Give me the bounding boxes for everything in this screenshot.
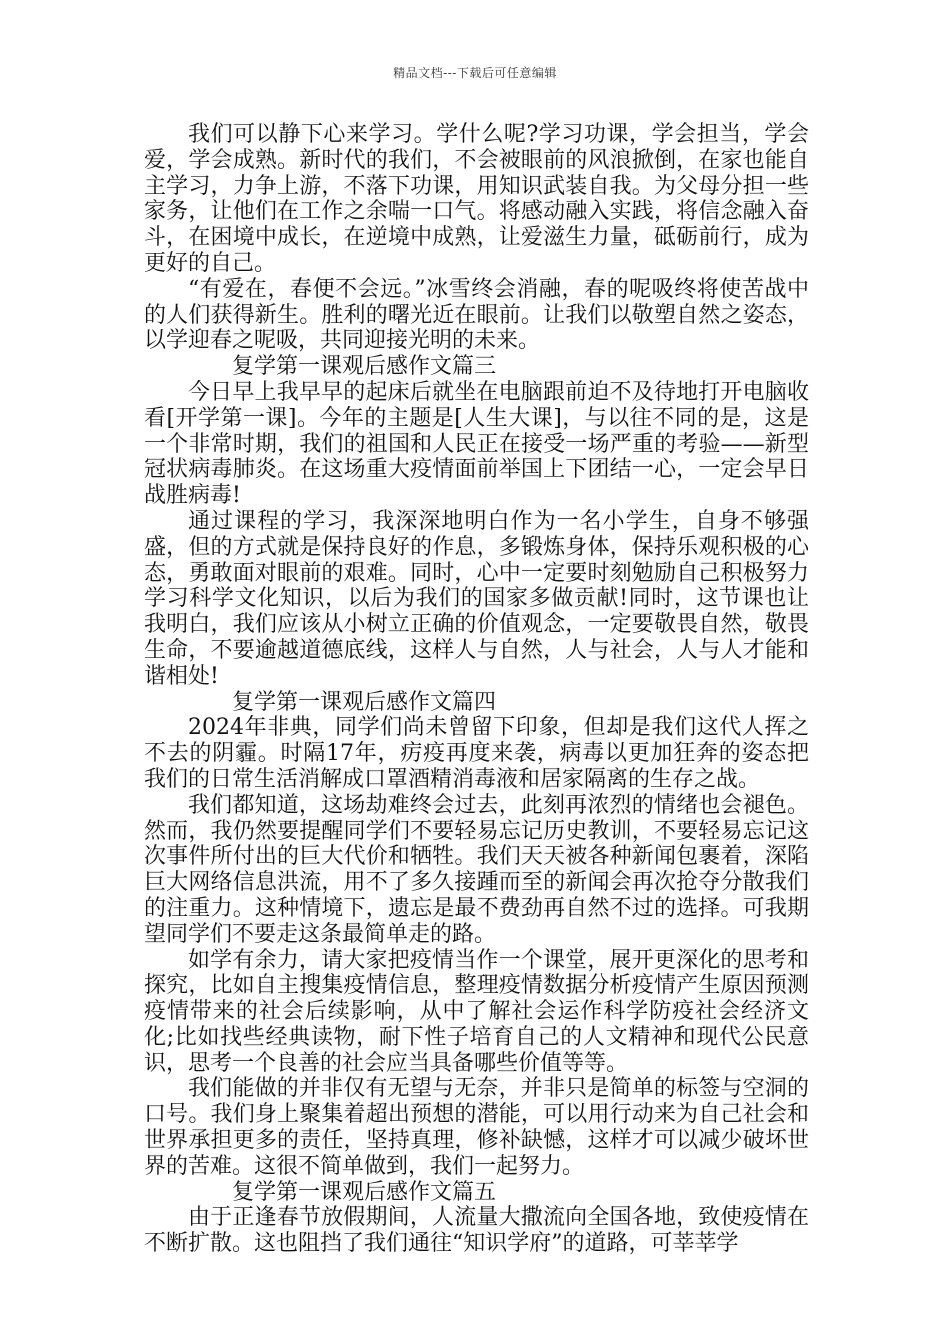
paragraph: 由于正逢春节放假期间，人流量大撒流向全国各地，致使疫情在不断扩散。这也阻挡了我们通往“知识学府”的道路，可莘莘学	[144, 1205, 809, 1257]
document-body	[144, 122, 809, 1257]
paragraph: “有爱在，春便不会远。”冰雪终会消融，春的呢吸终将使苦战中的人们获得新生。胜利的曙光近在眼前。让我们以敬塑自然之姿态，以学迎春之呢吸，共同迎接光明的未来。	[144, 276, 809, 354]
paragraph: 通过课程的学习，我深深地明白作为一名小学生，自身不够强盛，但的方式就是保持良好的作息，多锻炼身体，保持乐观积极的心态，勇敢面对眼前的艰难。同时，心中一定要时刻勉励自己积极努力学习科学文化知识，以后为我们的国家多做贡献!同时，这节课也让我明白，我们应该从小树立正确的价值观念，一定要敬畏自然，敬畏生命，不要逾越道德底线，这样人与自然，人与社会，人与人才能和谐相处!	[144, 508, 809, 689]
paragraph: 我们都知道，这场劫难终会过去，此刻再浓烈的情绪也会褪色。然而，我仍然要提醒同学们不要轻易忘记历史教训，不要轻易忘记这次事件所付出的巨大代价和牺牲。我们天天被各种新闻包裹着，深陷巨大网络信息洪流，用不了多久接踵而至的新闻会再次抢夺分散我们的注重力。这种情境下，遗忘是最不费劲再自然不过的选择。可我期望同学们不要走这条最简单走的路。	[144, 792, 809, 947]
paragraph: 我们能做的并非仅有无望与无奈，并非只是简单的标签与空洞的口号。我们身上聚集着超出预想的潜能，可以用行动来为自己社会和世界承担更多的责任，坚持真理，修补缺憾，这样才可以减少破坏世界的苦难。这很不简单做到，我们一起努力。	[144, 1076, 809, 1179]
section-heading: 复学第一课观后感作文篇三	[232, 354, 497, 380]
paragraph: 今日早上我早早的起床后就坐在电脑跟前迫不及待地打开电脑收看[开学第一课]。今年的主题是[人生大课]，与以往不同的是，这是一个非常时期，我们的祖国和人民正在接受一场严重的考验——新型冠状病毒肺炎。在这场重大疫情面前举国上下团结一心，一定会早日战胜病毒!	[144, 379, 809, 509]
paragraph: 我们可以静下心来学习。学什么呢?学习功课，学会担当，学会爱，学会成熟。新时代的我们，不会被眼前的风浪掀倒，在家也能自主学习，力争上游，不落下功课，用知识武装自我。为父母分担一些家务，让他们在工作之余喘一口气。将感动融入实践，将信念融入奋斗，在困境中成长，在逆境中成熟，让爱滋生力量，砥砺前行，成为更好的自己。	[144, 122, 809, 276]
section-heading: 复学第一课观后感作文篇五	[232, 1179, 497, 1205]
page-header: 精品文档---下载后可任意编辑	[393, 66, 557, 80]
section-heading: 复学第一课观后感作文篇四	[232, 689, 497, 715]
paragraph: 2024年非典，同学们尚未曾留下印象，但却是我们这代人挥之不去的阴霾。时隔17年，疠疫再度来袭，病毒以更加狂奔的姿态把我们的日常生活消解成口罩酒精消毒液和居家隔离的生存之战。	[144, 715, 809, 792]
paragraph: 如学有余力，请大家把疫情当作一个课堂，展开更深化的思考和探究，比如自主搜集疫情信息，整理疫情数据分析疫情产生原因预测疫情带来的社会后续影响，从中了解社会运作科学防疫社会经济文化;比如找些经典读物，耐下性子培育自己的人文精神和现代公民意识，思考一个良善的社会应当具备哪些价值等等。	[144, 947, 809, 1076]
